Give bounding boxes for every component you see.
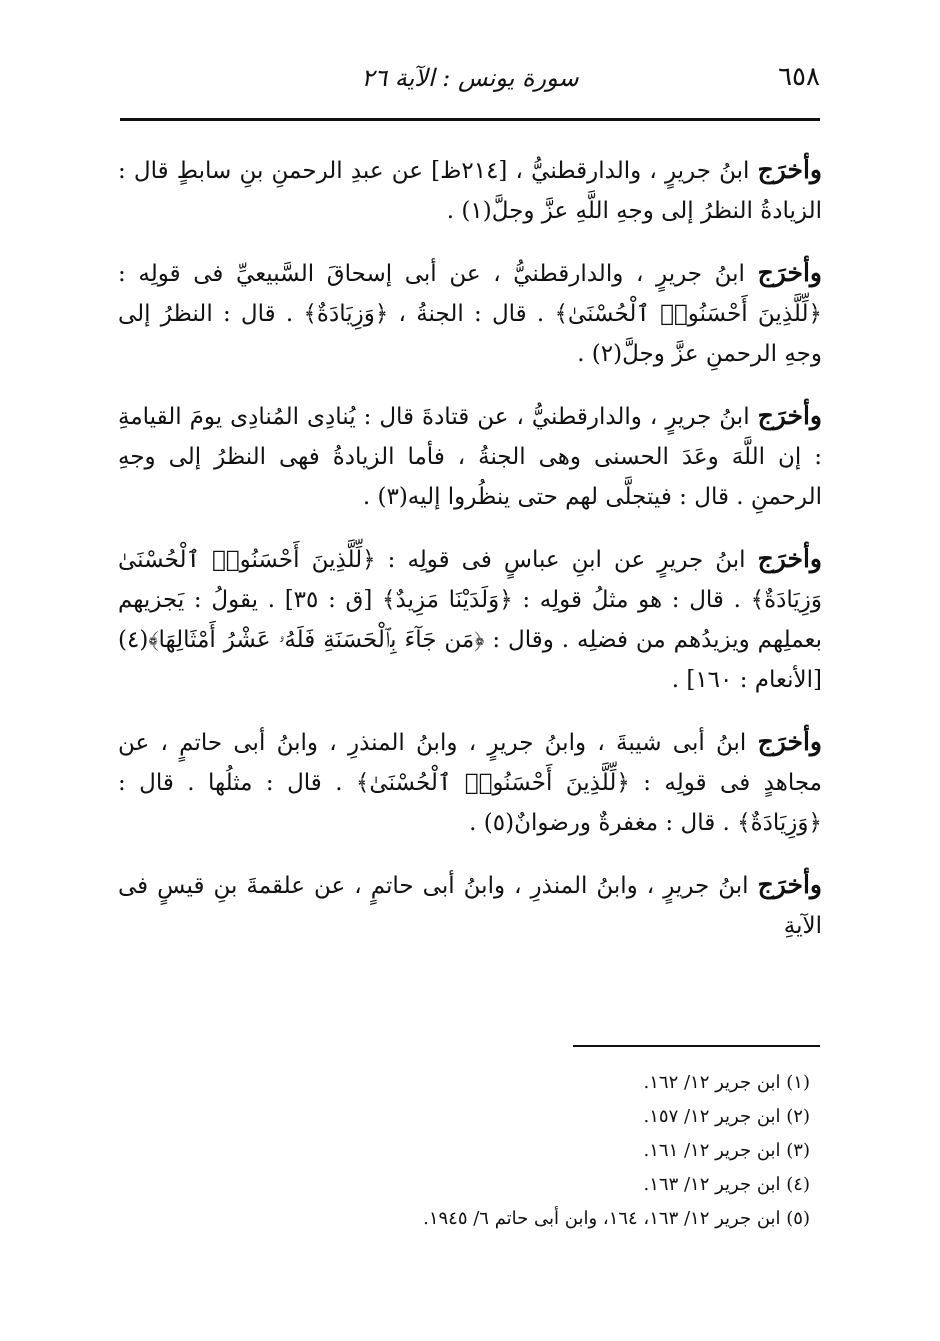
paragraph-text: ابنُ جريرٍ عن ابنِ عباسٍ فى قولِه : ﴿لِّلَّذِينَ أَحْسَنُوا۟ ٱلْحُسْنَىٰ وَزِيَادَةٌ﴾ . قال : هو مثلُ قولِه : ﴿وَلَدَيْنَا مَزِيدٌ﴾ [ق : ٣٥] . يقولُ : يَجزيهم بعملِهم ويزيدُهم من فضلِه . وقال : ﴿مَن جَآءَ بِٱلْحَسَنَةِ فَلَهُۥ عَشْرُ أَمْثَالِهَا﴾(٤) [الأنعام : ١٦٠] . [118,547,823,693]
paragraph [118,150,822,231]
paragraph [118,253,822,374]
paragraph [118,539,822,700]
paragraph-lead: وأخرَج [757,870,822,899]
footnotes [120,1066,810,1236]
paragraph-text: ابنُ جريرٍ ، والدارقطنيُّ ، [٢١٤ظ] عن عبدِ الرحمنِ بنِ سابطٍ قال : الزيادةُ النظرُ إلى وجهِ اللَّهِ عزَّ وجلَّ(١) . [118,158,822,224]
footnote: (١) ابن جرير ١٢/ ١٦٢. [643,1072,810,1093]
main-text [118,150,822,968]
paragraph-text: ابنُ جريرٍ ، والدارقطنيُّ ، عن أبى إسحاقَ السَّبيعيِّ فى قولِه : ﴿لِّلَّذِينَ أَحْسَنُوا۟ ٱلْحُسْنَىٰ﴾ . قال : الجنةُ ، ﴿وَزِيَادَةٌ﴾ . قال : النظرُ إلى وجهِ الرحمنِ عزَّ وجلَّ(٢) . [118,261,822,367]
running-title: سورة يونس : الآية ٢٦ [361,64,579,92]
page-number: ٦٥٨ [778,62,820,92]
paragraph-lead: وأخرَج [757,544,822,573]
footnote-rule [573,1045,820,1047]
paragraph-lead: وأخرَج [757,401,822,430]
paragraph [118,722,822,843]
paragraph [118,865,822,946]
paragraph-lead: وأخرَج [757,155,822,184]
paragraph-text: ابنُ جريرٍ ، والدارقطنيُّ ، عن قتادةَ قال : يُنادِى المُنادِى يومَ القيامةِ : إن اللَّهَ وعَدَ الحسنى وهى الجنةُ ، فأما الزيادةُ فهى النظرُ إلى وجهِ الرحمنِ . قال : فيتجلَّى لهم حتى ينظُروا إليه(٣) . [118,404,822,510]
footnote: (٥) ابن جرير ١٢/ ١٦٣، ١٦٤، وابن أبى حاتم ٦/ ١٩٤٥. [423,1208,810,1229]
paragraph-lead: وأخرَج [757,258,822,287]
footnote: (٤) ابن جرير ١٢/ ١٦٣. [643,1174,810,1195]
paragraph-text: ابنُ أبى شيبةَ ، وابنُ جريرٍ ، وابنُ المنذرِ ، وابنُ أبى حاتمٍ ، عن مجاهدٍ فى قولِه : ﴿لِّلَّذِينَ أَحْسَنُوا۟ ٱلْحُسْنَىٰ﴾ . قال : مثلُها . قال : ﴿وَزِيَادَةٌ﴾ . قال : مغفرةٌ ورضوانٌ(٥) . [118,730,822,836]
footnote: (٣) ابن جرير ١٢/ ١٦١. [643,1140,810,1161]
paragraph-text: ابنُ جريرٍ ، وابنُ المنذرِ ، وابنُ أبى حاتمٍ ، عن علقمةَ بنِ قيسٍ فى الآيةِ [118,873,822,939]
page-header [120,62,820,102]
paragraph-lead: وأخرَج [757,727,822,756]
header-rule [120,118,820,121]
paragraph [118,396,822,517]
footnote: (٢) ابن جرير ١٢/ ١٥٧. [643,1106,810,1127]
